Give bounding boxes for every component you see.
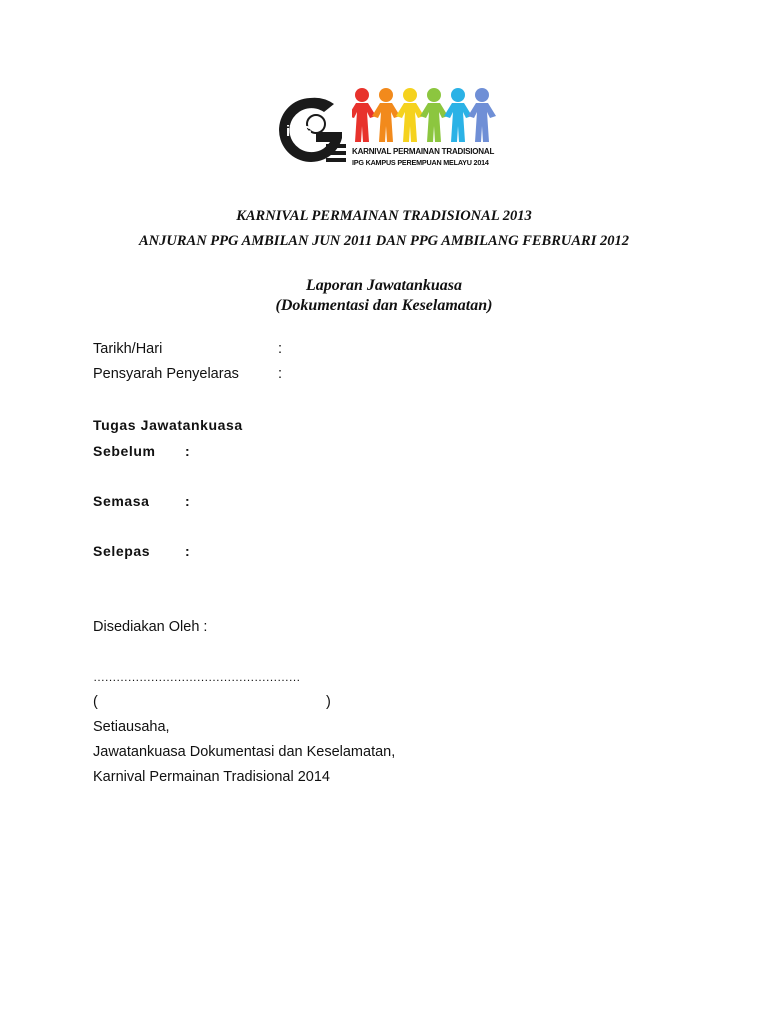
signatory-role: Setiausaha, xyxy=(93,719,170,735)
logo-caption-line1: KARNIVAL PERMAINAN TRADISIONAL xyxy=(352,147,495,156)
header-logos xyxy=(272,86,504,172)
report-subtitle: (Dokumentasi dan Keselamatan) xyxy=(275,297,493,314)
signatory-committee: Jawatankuasa Dokumentasi dan Keselamatan, xyxy=(93,744,396,760)
date-label: Tarikh/Hari xyxy=(93,341,163,357)
paper-person-figure xyxy=(352,88,376,142)
signatory-event: Karnival Permainan Tradisional 2014 xyxy=(93,769,330,785)
ipg-emblem-logo xyxy=(272,94,348,166)
prepared-by-label: Disediakan Oleh : xyxy=(93,619,208,635)
paper-person-figure xyxy=(372,88,400,142)
duties-heading: Tugas Jawatankuasa xyxy=(93,417,243,433)
paper-person-figure xyxy=(420,88,448,142)
duty-after-label: Selepas xyxy=(93,543,151,559)
name-open-paren: ( xyxy=(93,694,98,710)
logo-caption-line2: IPG KAMPUS PEREMPUAN MELAYU 2014 xyxy=(352,158,489,167)
coordinator-colon: : xyxy=(278,366,283,382)
date-colon: : xyxy=(278,341,283,357)
ipg-emblem-text: iPG xyxy=(286,123,312,140)
duty-before-label: Sebelum xyxy=(93,443,156,459)
organizer-heading: ANJURAN PPG AMBILAN JUN 2011 DAN PPG AMBILANG FEBRUARI 2012 xyxy=(139,233,629,249)
paper-person-figure xyxy=(468,88,496,142)
paper-person-figure xyxy=(444,88,472,142)
paper-people-logo xyxy=(352,86,502,146)
coordinator-label: Pensyarah Penyelaras xyxy=(93,366,239,382)
duty-during-colon: : xyxy=(185,493,191,509)
paper-person-figure xyxy=(396,88,424,142)
name-close-paren: ) xyxy=(326,694,331,710)
duty-after-colon: : xyxy=(185,543,191,559)
duty-before-colon: : xyxy=(185,443,191,459)
duty-during-label: Semasa xyxy=(93,493,150,509)
logo-caption xyxy=(352,146,512,168)
event-heading: KARNIVAL PERMAINAN TRADISIONAL 2013 xyxy=(236,208,532,224)
report-title: Laporan Jawatankuasa xyxy=(305,277,463,294)
signature-line: ……………………………………………… xyxy=(93,670,300,684)
